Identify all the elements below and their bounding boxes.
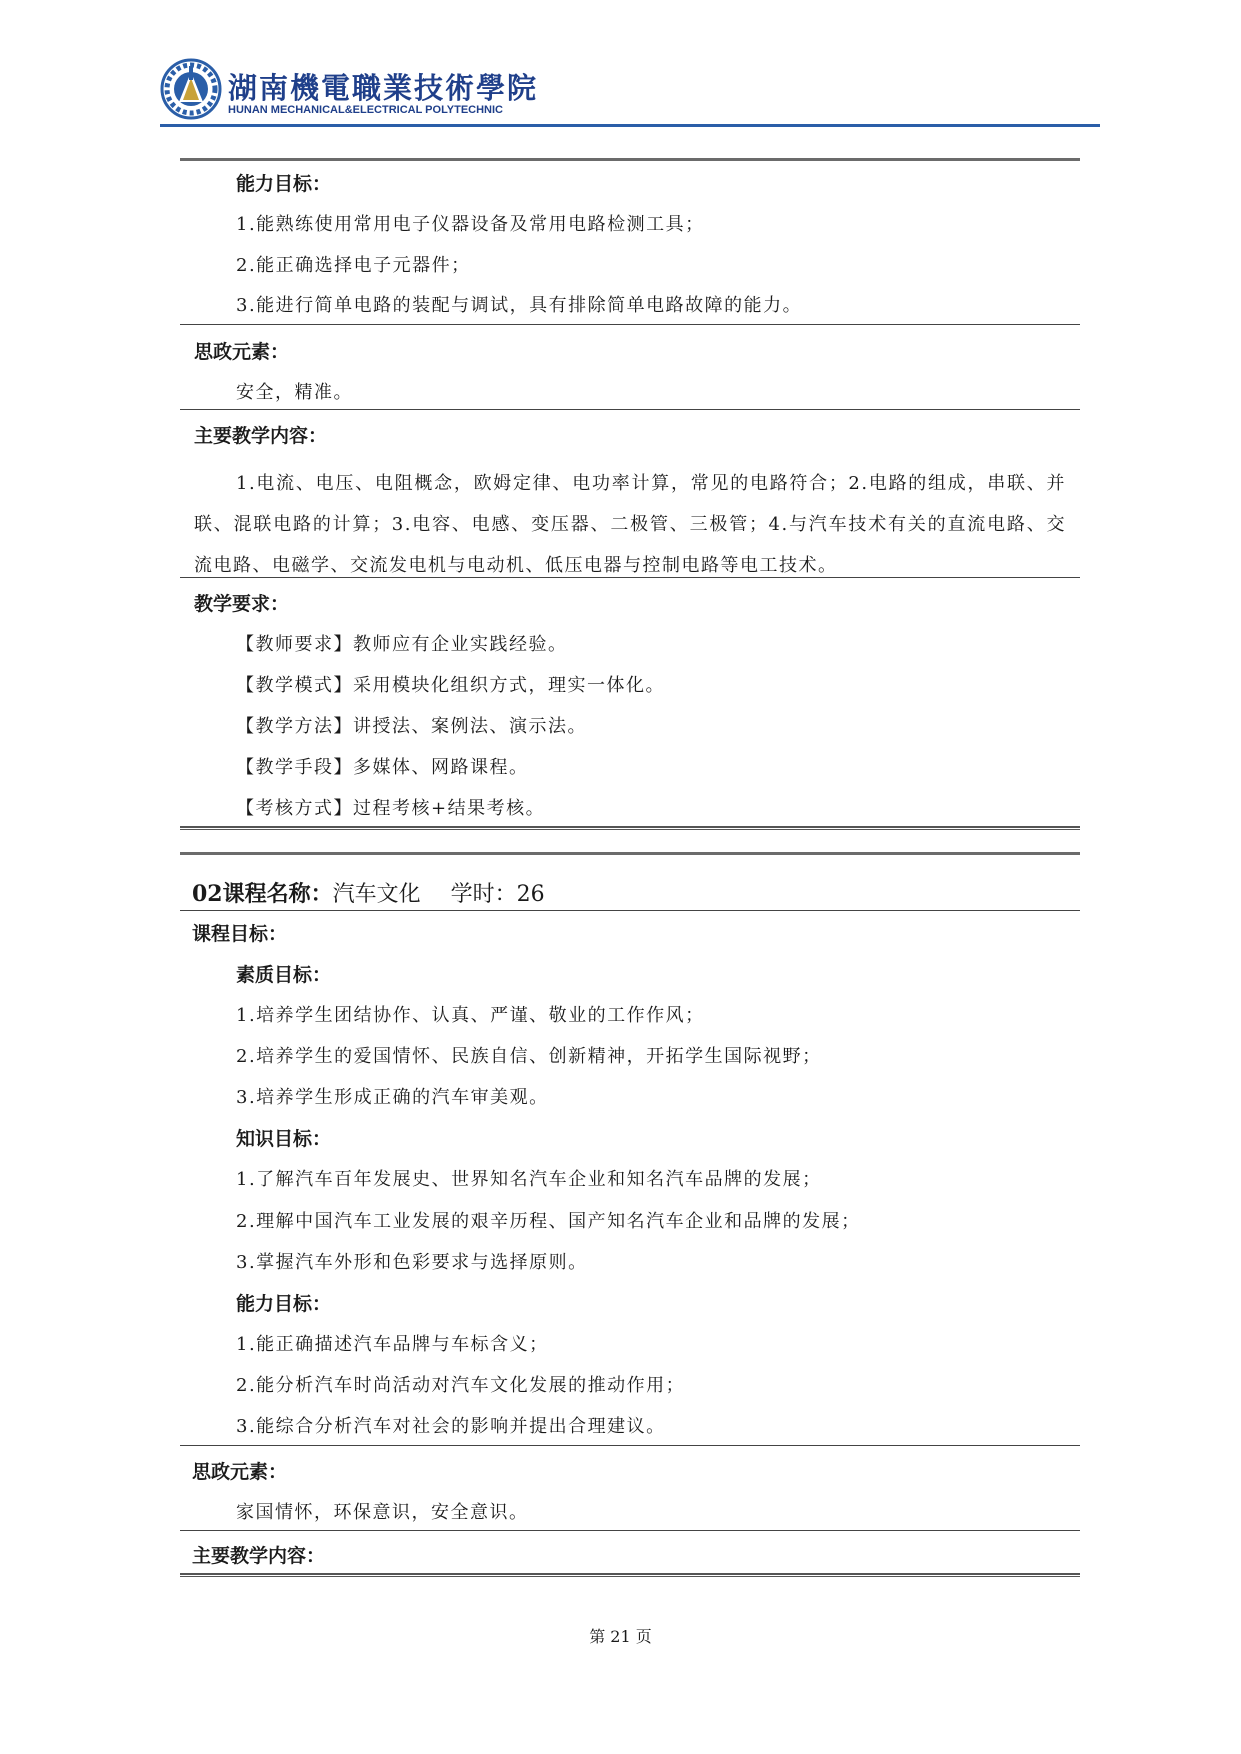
ability-heading: 能力目标： [236, 173, 332, 195]
ability-item: 1.能正确描述汽车品牌与车标含义； [236, 1334, 549, 1355]
section-divider [180, 910, 1080, 911]
section-divider [180, 1445, 1080, 1446]
section-divider [180, 577, 1080, 578]
ability-heading: 能力目标： [236, 1293, 332, 1315]
course-number: 02 [192, 881, 223, 907]
knowledge-item: 3.掌握汽车外形和色彩要求与选择原则。 [236, 1252, 588, 1273]
knowledge-heading: 知识目标： [236, 1128, 332, 1150]
course-hours: 26 [516, 882, 545, 907]
ability-item: 2.能正确选择电子元器件； [236, 255, 471, 276]
ideology-text: 家国情怀，环保意识，安全意识。 [236, 1502, 529, 1523]
content-heading: 主要教学内容： [194, 425, 328, 447]
course-hours-label: 学时： [450, 882, 517, 907]
table-bottom-border [180, 826, 1080, 830]
school-name-chinese: 湖南機電職業技術學院 [228, 71, 539, 105]
quality-item: 2.培养学生的爱国情怀、民族自信、创新精神，开拓学生国际视野； [236, 1046, 822, 1067]
ability-item: 2.能分析汽车时尚活动对汽车文化发展的推动作用； [236, 1375, 686, 1396]
knowledge-item: 2.理解中国汽车工业发展的艰辛历程、国产知名汽车企业和品牌的发展； [236, 1211, 861, 1232]
section-divider [180, 324, 1080, 325]
ability-item: 1.能熟练使用常用电子仪器设备及常用电路检测工具； [236, 214, 705, 235]
table-top-border [180, 852, 1080, 855]
quality-item: 3.培养学生形成正确的汽车审美观。 [236, 1087, 549, 1108]
page-header [160, 52, 1100, 126]
table-bottom-border [180, 1573, 1080, 1577]
school-name-english: HUNAN MECHANICAL&ELECTRICAL POLYTECHNIC [228, 104, 504, 116]
requirement-item: 【教师要求】教师应有企业实践经验。 [236, 634, 568, 655]
quality-item: 1.培养学生团结协作、认真、严谨、敬业的工作作风； [236, 1005, 705, 1026]
requirement-item: 【教学手段】多媒体、网路课程。 [236, 757, 529, 778]
requirement-item: 【教学模式】采用模块化组织方式，理实一体化。 [236, 675, 665, 696]
content-heading: 主要教学内容： [192, 1545, 326, 1567]
table-top-border [180, 158, 1080, 161]
course-name: 汽车文化 [332, 882, 421, 907]
section-divider [180, 1530, 1080, 1531]
goals-heading: 课程目标： [192, 923, 288, 945]
ability-item: 3.能综合分析汽车对社会的影响并提出合理建议。 [236, 1416, 666, 1437]
requirements-heading: 教学要求： [194, 593, 290, 615]
ability-item: 3.能进行简单电路的装配与调试，具有排除简单电路故障的能力。 [236, 295, 803, 316]
page-number: 第 21 页 [589, 1627, 652, 1646]
ideology-text: 安全，精准。 [236, 382, 353, 403]
requirement-item: 【考核方式】过程考核+结果考核。 [236, 798, 546, 819]
knowledge-item: 1.了解汽车百年发展史、世界知名汽车企业和知名汽车品牌的发展； [236, 1169, 822, 1190]
section-divider [180, 409, 1080, 410]
school-logo-icon [160, 58, 222, 120]
quality-heading: 素质目标： [236, 964, 332, 986]
course-title [192, 880, 545, 909]
course-name-label: 课程名称： [222, 881, 333, 907]
header-divider [160, 124, 1100, 127]
ideology-heading: 思政元素： [194, 341, 290, 363]
ideology-heading: 思政元素： [192, 1461, 288, 1483]
requirement-item: 【教学方法】讲授法、案例法、演示法。 [236, 716, 587, 737]
content-paragraph: 1.电流、电压、电阻概念，欧姆定律、电功率计算，常见的电路符合；2.电路的组成，串联、并联、混联电路的计算；3.电容、电感、变压器、二极管、三极管；4.与汽车技术有关的直流电路、交流电路、电磁学、交流发电机与电动机、低压电器与控制电路等电工技术。 [194, 473, 1066, 576]
